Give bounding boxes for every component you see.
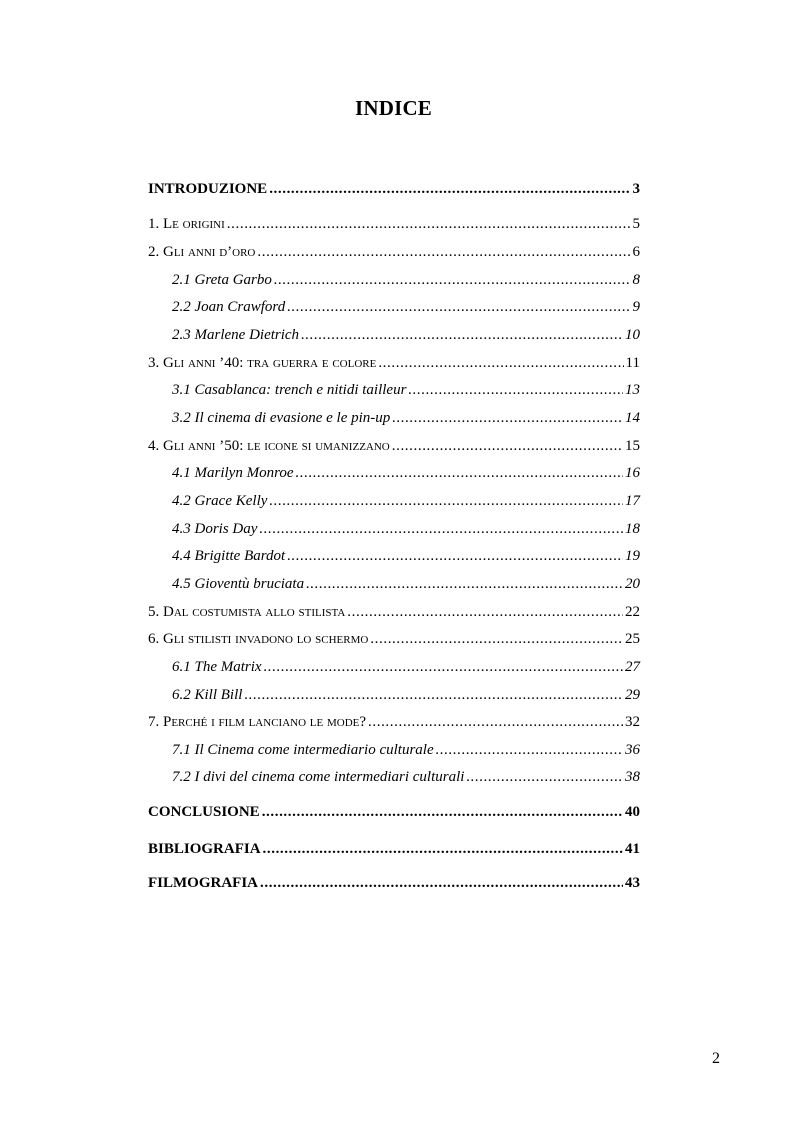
toc-entry-label: 2.2 Joan Crawford [172, 299, 286, 315]
toc-entry-label: 5. Dal costumista allo stilista [148, 604, 346, 620]
toc-dot-leader [227, 215, 631, 233]
toc-dot-leader [264, 658, 623, 676]
toc-entry-anni-50[interactable] [148, 437, 640, 455]
toc-entry-label: 3.1 Casablanca: trench e nitidi tailleur [172, 382, 407, 398]
toc-dot-leader [296, 464, 623, 482]
toc-entry-page: 20 [625, 576, 640, 592]
toc-dot-leader [306, 575, 623, 593]
toc-entry-page: 29 [625, 687, 640, 703]
toc-entry-page: 14 [625, 410, 640, 426]
toc-entry-label: 3.2 Il cinema di evasione e le pin-up [172, 410, 391, 426]
toc-entry-page: 32 [625, 714, 640, 730]
toc-entry-label: 4.2 Grace Kelly [172, 493, 268, 509]
toc-entry-label: 2.1 Greta Garbo [172, 272, 272, 288]
toc-entry-page: 13 [625, 382, 640, 398]
toc-entry-label: 7.2 I divi del cinema come intermediari culturali [172, 769, 465, 785]
toc-entry-label: 6.2 Kill Bill [172, 687, 243, 703]
toc-entry-le-origini[interactable] [148, 215, 640, 233]
toc-entry-page: 19 [625, 548, 640, 564]
toc-dot-leader [392, 409, 623, 427]
toc-entry-bibliografia[interactable] [148, 840, 640, 858]
toc-entry-page: 15 [625, 438, 640, 454]
toc-entry-gli-anni-doro[interactable] [148, 243, 640, 261]
toc-entry-grace-kelly[interactable] [172, 492, 640, 510]
toc-entry-kill-bill[interactable] [172, 686, 640, 704]
toc-entry-label: 3. Gli anni ’40: tra guerra e colore [148, 355, 377, 371]
toc-entry-conclusione[interactable] [148, 803, 640, 821]
toc-entry-marilyn-monroe[interactable] [172, 464, 640, 482]
toc-entry-page: 5 [632, 216, 640, 232]
toc-dot-leader [274, 271, 631, 289]
toc-dot-leader [466, 768, 623, 786]
toc-entry-label: 6.1 The Matrix [172, 659, 262, 675]
toc-entry-the-matrix[interactable] [172, 658, 640, 676]
toc-entry-page: 41 [625, 841, 640, 857]
toc-dot-leader [262, 803, 623, 821]
toc-entry-costumista-stilista[interactable] [148, 603, 640, 621]
toc-dot-leader [263, 840, 623, 858]
toc-entry-page: 22 [625, 604, 640, 620]
toc-entry-label: 2.3 Marlene Dietrich [172, 327, 300, 343]
toc-entry-label: 4.1 Marilyn Monroe [172, 465, 294, 481]
toc-dot-leader [408, 381, 623, 399]
toc-dot-leader [257, 243, 630, 261]
page-number: 2 [712, 1050, 720, 1067]
toc-entry-perche-film-mode[interactable] [148, 713, 640, 731]
toc-entry-page: 8 [632, 272, 640, 288]
toc-entry-page: 40 [625, 804, 640, 820]
toc-entry-label: 7.1 Il Cinema come intermediario culturale [172, 742, 434, 758]
toc-dot-leader [244, 686, 623, 704]
toc-entry-page: 43 [625, 875, 640, 891]
toc-entry-label: 1. Le origini [148, 216, 225, 232]
toc-dot-leader [287, 547, 623, 565]
toc-entry-label: INTRODUZIONE [148, 181, 268, 197]
toc-dot-leader [269, 492, 623, 510]
toc-entry-page: 18 [625, 521, 640, 537]
toc-entry-page: 25 [625, 631, 640, 647]
toc-entry-label: 6. Gli stilisti invadono lo schermo [148, 631, 369, 647]
toc-entry-label: BIBLIOGRAFIA [148, 841, 261, 857]
toc-entry-label: 7. Perché i film lanciano le mode? [148, 714, 367, 730]
toc-entry-doris-day[interactable] [172, 520, 640, 538]
toc-entry-page: 27 [625, 659, 640, 675]
page-title: INDICE [354, 96, 433, 120]
toc-dot-leader [370, 630, 623, 648]
toc-entry-cinema-intermediario[interactable] [172, 741, 640, 759]
toc-entry-page: 9 [632, 299, 640, 315]
toc-entry-casablanca[interactable] [172, 381, 640, 399]
toc-dot-leader [347, 603, 623, 621]
toc-entry-brigitte-bardot[interactable] [172, 547, 640, 565]
toc-entry-label: 4.3 Doris Day [172, 521, 258, 537]
toc-dot-leader [436, 741, 623, 759]
toc-entry-page: 3 [632, 181, 640, 197]
toc-entry-anni-40[interactable] [148, 354, 640, 372]
toc-dot-leader [368, 713, 623, 731]
toc-dot-leader [301, 326, 623, 344]
toc-entry-page: 38 [625, 769, 640, 785]
toc-entry-page: 6 [632, 244, 640, 260]
toc-entry-label: 4.4 Brigitte Bardot [172, 548, 286, 564]
toc-dot-leader [287, 298, 630, 316]
toc-entry-label: 2. Gli anni d’oro [148, 244, 256, 260]
toc-entry-divi-intermediari[interactable] [172, 768, 640, 786]
toc-entry-gioventu-bruciata[interactable] [172, 575, 640, 593]
toc-entry-page: 10 [625, 327, 640, 343]
toc-entry-introduzione[interactable] [148, 180, 640, 198]
toc-entry-stilisti-schermo[interactable] [148, 630, 640, 648]
toc-entry-marlene-dietrich[interactable] [172, 326, 640, 344]
toc-entry-page: 36 [625, 742, 640, 758]
toc-dot-leader [260, 874, 623, 892]
toc-entry-page: 16 [625, 465, 640, 481]
toc-entry-joan-crawford[interactable] [172, 298, 640, 316]
toc-entry-greta-garbo[interactable] [172, 271, 640, 289]
toc-entry-label: 4.5 Gioventù bruciata [172, 576, 305, 592]
toc-entry-label: FILMOGRAFIA [148, 875, 258, 891]
toc-entry-label: 4. Gli anni ’50: le icone si umanizzano [148, 438, 390, 454]
toc-entry-label: CONCLUSIONE [148, 804, 260, 820]
toc-entry-filmografia[interactable] [148, 874, 640, 892]
toc-entry-cinema-evasione[interactable] [172, 409, 640, 427]
toc-dot-leader [392, 437, 623, 455]
toc-dot-leader [378, 354, 623, 372]
toc-entry-page: 17 [625, 493, 640, 509]
toc-entry-page: 11 [625, 355, 640, 371]
toc-dot-leader [269, 180, 630, 198]
toc-dot-leader [259, 520, 623, 538]
